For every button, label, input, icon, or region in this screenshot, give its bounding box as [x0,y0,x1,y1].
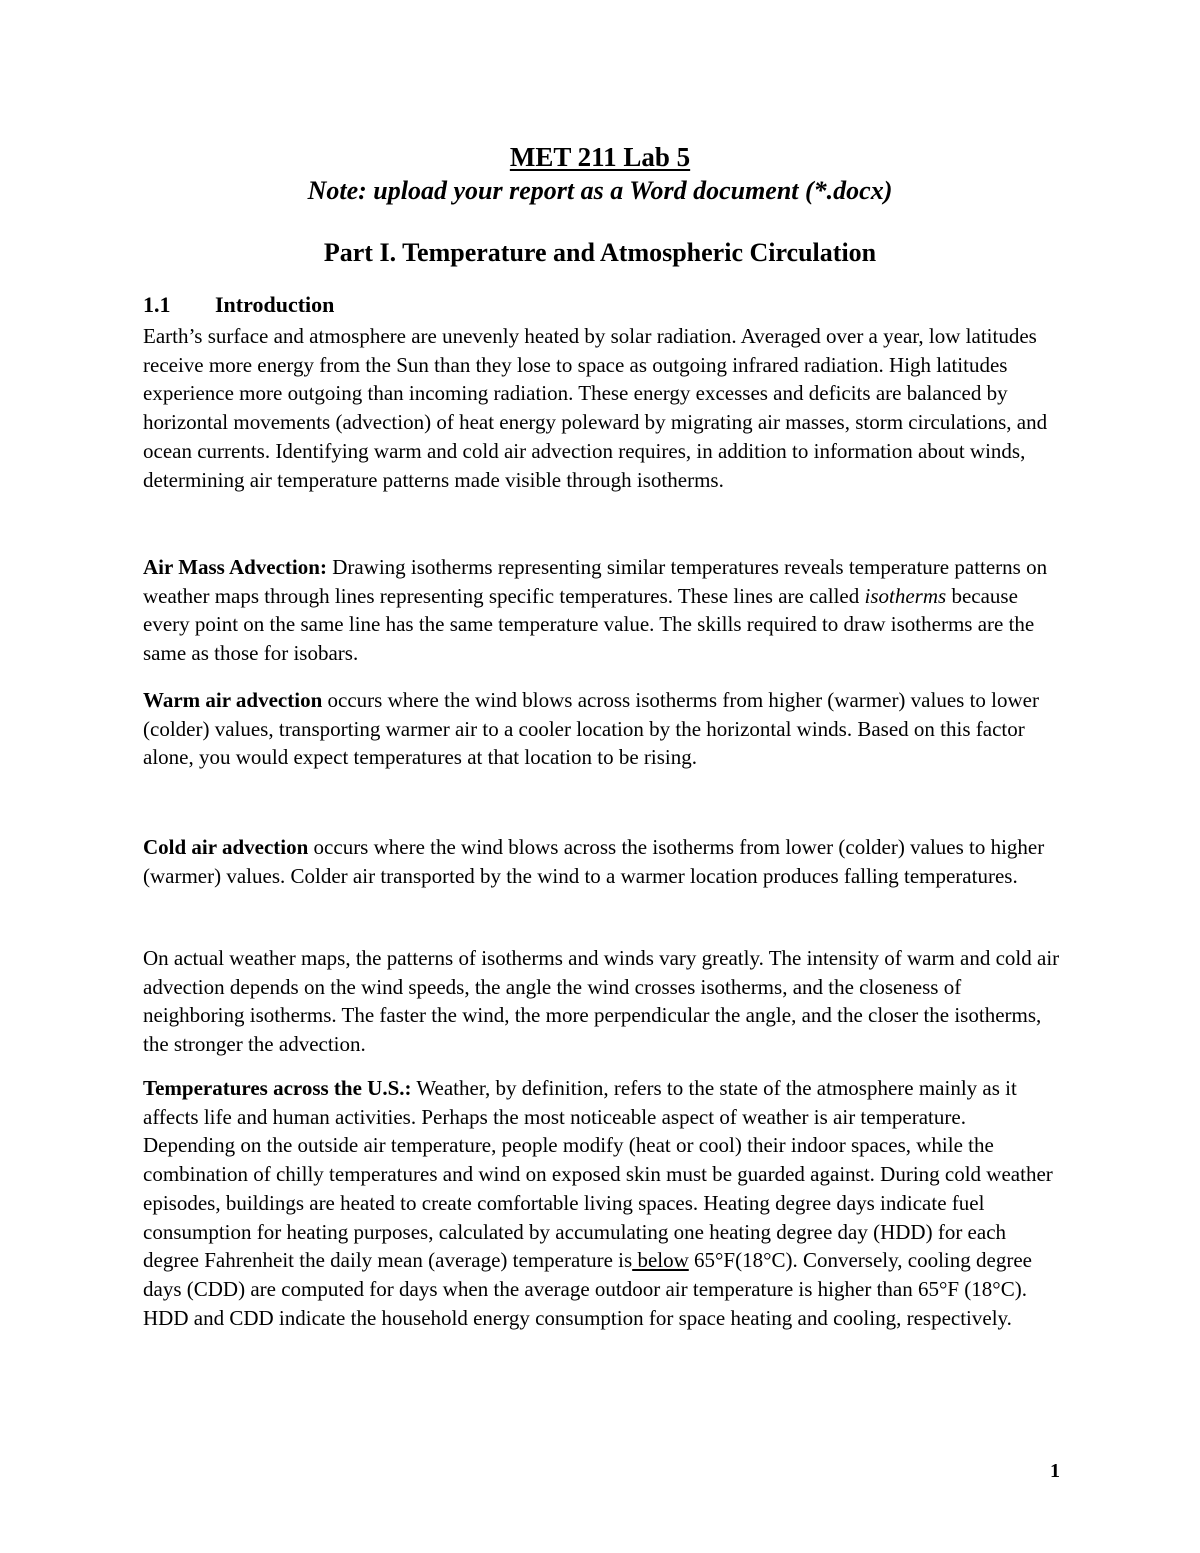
section-title: Introduction [215,292,335,317]
page-number: 1 [1050,1460,1060,1482]
air-mass-text-1: Drawing isotherms representing similar temperatures reveals temperature patterns on weather maps through lines representing specific temperatures. These lines are called [143,555,1048,608]
cold-air-advection-paragraph [143,833,1063,890]
temperatures-text-1: Weather, by definition, refers to the state of the atmosphere mainly as it affects life and human activities. Perhaps the most noticeable aspect of weather is air temperature. Depending on the outside air temperature, people modify (heat or cool) their indoor spaces, while the combination of chilly temperatures and wind on exposed skin must be guarded against. During cold weather episodes, buildings are heated to create comfortable living spaces. Heating degree days indicate fuel consumption for heating purposes, calculated by accumulating one heating degree day (HDD) for each degree Fahrenheit the daily mean (average) temperature is [143,1076,1053,1273]
air-mass-advection-lead: Air Mass Advection: [143,555,327,579]
upload-note: Note: upload your report as a Word document (*.docx) [307,176,893,205]
air-mass-advection-paragraph [143,553,1063,668]
cold-air-advection-lead: Cold air advection [143,835,309,859]
part-heading: Part I. Temperature and Atmospheric Circulation [323,238,877,267]
warm-air-advection-lead: Warm air advection [143,688,323,712]
cold-air-text: occurs where the wind blows across the isotherms from lower (colder) values to higher (warmer) values. Colder air transported by the wind to a warmer location produces falling temperatures. [143,835,1045,888]
section-number: 1.1 [143,292,171,317]
air-mass-text-2: because every point on the same line has the same temperature value. The skills required to draw isotherms are the same as those for isobars. [143,583,1035,666]
document-title: MET 211 Lab 5 [509,142,691,172]
warm-air-advection-paragraph [143,686,1063,772]
intro-paragraph: Earth’s surface and atmosphere are unevenly heated by solar radiation. Averaged over a year, low latitudes receive more energy from the Sun than they lose to space as outgoing infrared radiation. High latitudes experience more outgoing than incoming radiation. These energy excesses and deficits are balanced by horizontal movements (advection) of heat energy poleward by migrating air masses, storm circulations, and ocean currents. Identifying warm and cold air advection requires, in addition to information about winds, determining air temperature patterns made visible through isotherms. [143,324,1048,492]
warm-air-text: occurs where the wind blows across isotherms from higher (warmer) values to lower (colder) values, transporting warmer air to a cooler location by the horizontal winds. Based on this factor alone, you would expect temperatures at that location to be rising. [143,688,1039,770]
below-underlined: below [632,1248,689,1273]
temperatures-across-us-lead: Temperatures across the U.S.: [143,1076,412,1100]
actual-weather-maps-paragraph: On actual weather maps, the patterns of isotherms and winds vary greatly. The intensity of warm and cold air advection depends on the wind speeds, the angle the wind crosses isotherms, and the closeness of neighboring isotherms. The faster the wind, the more perpendicular the angle, and the closer the isotherms, the stronger the advection. [143,946,1060,1057]
temperatures-text-2: 65°F(18°C). Conversely, cooling degree days (CDD) are computed for days when the average outdoor air temperature is higher than 65°F (18°C). HDD and CDD indicate the household energy consumption for space heating and cooling, respectively. [143,1248,1032,1330]
section-heading [143,292,334,318]
temperatures-across-us-paragraph [143,1074,1063,1332]
isotherms-term: isotherms [864,583,947,608]
